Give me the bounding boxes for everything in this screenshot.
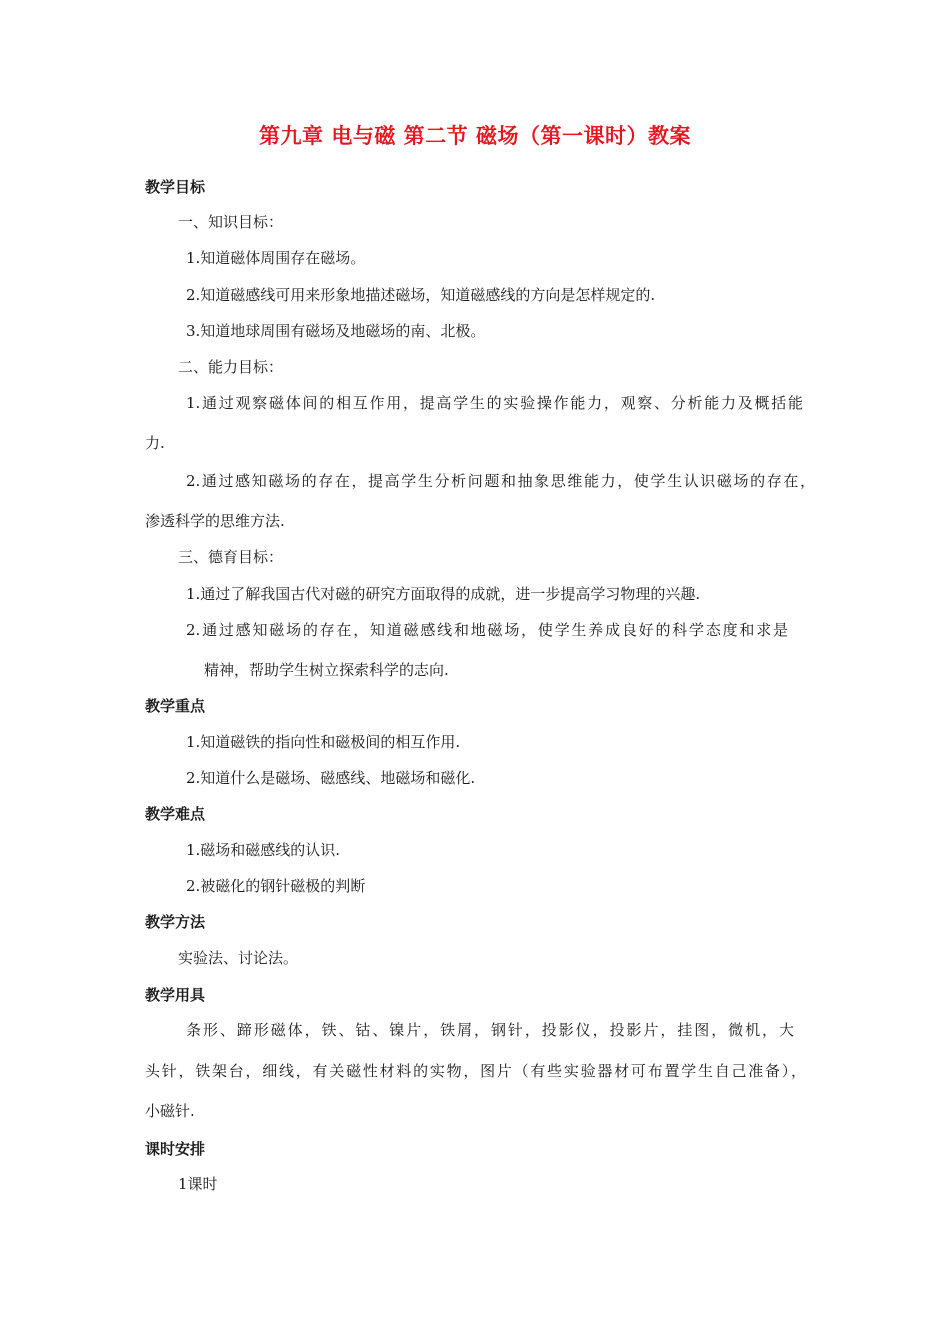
tools-line-1: 条形、蹄形磁体，铁、钴、镍片，铁屑，钢针，投影仪，投影片，挂图，微机，大 — [186, 1021, 794, 1039]
knowledge-item-2: 2.知道磁感线可用来形象地描述磁场，知道磁感线的方向是怎样规定的. — [186, 286, 656, 304]
knowledge-item-1: 1.知道磁体周围存在磁场。 — [186, 249, 366, 267]
section-heading-tools: 教学用具 — [145, 986, 206, 1004]
section-heading-key-points: 教学重点 — [145, 697, 206, 715]
ability-item-2-line-1: 2.通过感知磁场的存在，提高学生分析问题和抽象思维能力，使学生认识磁场的存在， — [186, 472, 815, 490]
moral-item-1: 1.通过了解我国古代对磁的研究方面取得的成就，进一步提高学习物理的兴趣. — [186, 585, 701, 603]
moral-item-2-line-2: 精神，帮助学生树立探索科学的志向. — [204, 661, 449, 679]
difficulty-item-1: 1.磁场和磁感线的认识. — [186, 841, 341, 859]
schedule-text: 1课时 — [178, 1175, 218, 1193]
section-heading-objectives: 教学目标 — [145, 178, 206, 196]
tools-line-2: 头针，铁架台，细线，有关磁性材料的实物，图片（有些实验器材可布置学生自己准备）， — [145, 1062, 806, 1080]
ability-item-1-line-2: 力. — [145, 434, 165, 452]
section-heading-schedule: 课时安排 — [145, 1140, 206, 1158]
subheading-knowledge: 一、知识目标： — [178, 213, 284, 231]
methods-text: 实验法、讨论法。 — [178, 949, 299, 967]
tools-line-3: 小磁针. — [145, 1102, 195, 1120]
key-point-item-1: 1.知道磁铁的指向性和磁极间的相互作用. — [186, 733, 461, 751]
difficulty-item-2: 2.被磁化的钢针磁极的判断 — [186, 877, 366, 895]
subheading-moral: 三、德育目标： — [178, 548, 284, 566]
key-point-item-2: 2.知道什么是磁场、磁感线、地磁场和磁化. — [186, 769, 476, 787]
moral-item-2-line-1: 2.通过感知磁场的存在，知道磁感线和地磁场，使学生养成良好的科学态度和求是 — [186, 621, 788, 639]
section-heading-difficulties: 教学难点 — [145, 805, 206, 823]
ability-item-2-line-2: 渗透科学的思维方法. — [145, 512, 285, 530]
subheading-ability: 二、能力目标： — [178, 358, 284, 376]
knowledge-item-3: 3.知道地球周围有磁场及地磁场的南、北极。 — [186, 322, 486, 340]
ability-item-1-line-1: 1.通过观察磁体间的相互作用，提高学生的实验操作能力，观察、分析能力及概括能 — [186, 394, 803, 412]
section-heading-methods: 教学方法 — [145, 913, 206, 931]
document-title: 第九章 电与磁 第二节 磁场（第一课时）教案 — [259, 124, 691, 148]
